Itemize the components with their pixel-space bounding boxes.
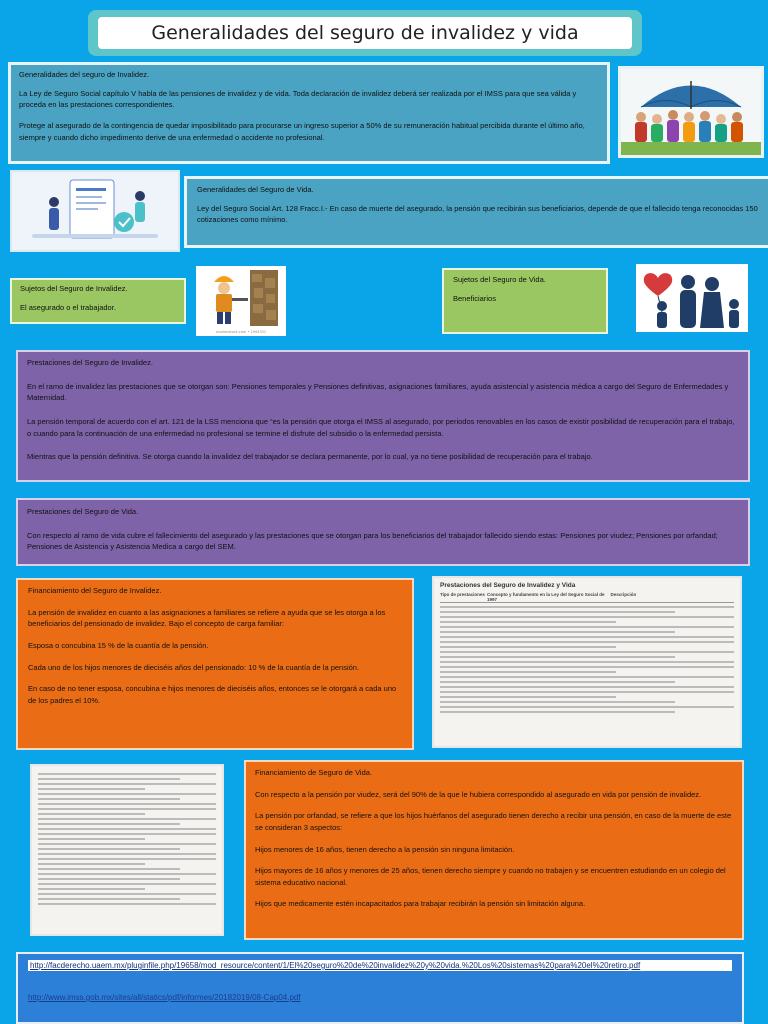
financiamiento-invalidez-paragraph-1: La pensión de invalidez en cuanto a las asignaciones a familiares se refiere a ayuda que se les otorga a los beneficiarios del pensionado de invalidez. Bajo el concepto de carga familiar:	[28, 607, 386, 629]
sujetos-vida-heading: Sujetos del Seguro de Vida.	[453, 275, 546, 284]
illustration-caption: shutterstock.com • 1994321	[215, 330, 267, 334]
prestaciones-table-image	[432, 576, 742, 748]
reference-link-imss[interactable]: http://www.imss.gob.mx/sites/all/statics/pdf/informes/20182019/08-Cap04.pdf	[28, 993, 301, 1002]
table-title: Prestaciones del Seguro de Invalidez y Vida	[440, 582, 576, 589]
vida-general-box	[184, 176, 768, 248]
vida-heading: Generalidades del Seguro de Vida.	[197, 185, 314, 194]
prestaciones-invalidez-heading: Prestaciones del Seguro de Invalidez.	[27, 358, 153, 367]
table-col-3: Descripción	[610, 592, 637, 597]
financiamiento-invalidez-heading: Financiamiento del Seguro de Invalidez.	[28, 586, 162, 595]
page-title: Generalidades del seguro de invalidez y vida	[151, 22, 579, 44]
financiamiento-invalidez-paragraph-4: En caso de no tener esposa, concubina e hijos menores de dieciséis años, entonces se le otorgará a cada uno de los padres el 10%.	[28, 684, 397, 705]
table-doc	[434, 578, 740, 746]
prestaciones-invalidez-paragraph-2: La pensión temporal de acuerdo con el art. 121 de la LSS menciona que “es la pensión que otorga el IMSS al asegurado, por periodos renovables en los casos de existir posibilidad de recuperación para el trabajo, o cuando para la continuación de una enfermedad no profesional se termine el disfrute del subsidio o la enfermedad persista.	[27, 416, 735, 438]
financiamiento-vida-paragraph-1: Con respecto a la pensión por viudez, será del 90% de la que le hubiera correspondido al asegurado en vida por pensión de invalidez.	[255, 789, 702, 799]
financiamiento-vida-box	[244, 760, 744, 940]
sujetos-invalidez-heading: Sujetos del Seguro de Invalidez.	[20, 284, 128, 293]
beneficios-table-image	[30, 764, 224, 936]
financiamiento-invalidez-paragraph-3: Cada uno de los hijos menores de dieciséis años del pensionado: 10 % de la cuantía de la pensión.	[28, 662, 360, 672]
reference-link-uaem[interactable]: http://facderecho.uaem.mx/pluginfile.php/19658/mod_resource/content/1/El%20seguro%20de%20invalidez%20y%20vida.%20Los%20sistemas%20para%20el%20retiro.pdf	[28, 960, 732, 971]
table-doc-2	[32, 766, 222, 934]
prestaciones-vida-paragraph-1: Con respecto al ramo de vida cubre el fallecimiento del asegurado y las prestaciones que se otorgan para los beneficiarios del trabajador fallecido siendo estas: Pensiones por viudez; Pensiones por orfandad; Pensiones de Asistencia y Asistencia Medica a cargo del SEM.	[27, 530, 718, 552]
umbrella-family-image	[618, 66, 764, 158]
sujetos-invalidez-box	[10, 278, 186, 324]
financiamiento-vida-paragraph-5: Hijos que medicamente estén incapacitados para trabajar recibirán la pensión sin limitación alguna.	[255, 899, 586, 909]
title-inner	[98, 17, 632, 49]
sujetos-invalidez-text: El asegurado o el trabajador.	[20, 302, 116, 312]
prestaciones-vida-heading: Prestaciones del Seguro de Vida.	[27, 507, 139, 516]
table-col-1: Tipo de prestaciones	[440, 592, 485, 597]
financiamiento-vida-paragraph-2: La pensión por orfandad, se refiere a que los hijos huérfanos del asegurado tienen derecho a recibir una pensión, en caso de la muerte de este se consideran 3 aspectos:	[255, 811, 732, 832]
prestaciones-vida-box	[16, 498, 750, 566]
invalidez-paragraph-2: Protege al asegurado de la contingencia de quedar imposibilitado para procurarse un ingreso superior a 50% de su remuneración habitual percibida durante el último año, siempre y cuando dicho impedimento derive de una enfermedad o accidente no profesional.	[19, 120, 585, 142]
financiamiento-invalidez-paragraph-2: Esposa o concubina 15 % de la cuantía de la pensión.	[28, 640, 209, 650]
sujetos-vida-box	[442, 268, 608, 334]
family-illustration	[636, 264, 748, 332]
financiamiento-vida-paragraph-4: Hijos mayores de 16 años y menores de 25 años, tienen derecho siempre y cuando no trabajen y se encuentren estudiando en un colegio del sistema educativo nacional.	[255, 866, 726, 887]
title-banner	[88, 10, 642, 56]
worker-illustration	[196, 266, 286, 336]
invalidez-paragraph-1: La Ley de Seguro Social capítulo V habla de las pensiones de invalidez y de vida. Toda declaración de invalidez deberá ser realizada por el IMSS para que sea válida y proceda en las prestaciones correspondientes.	[19, 88, 577, 110]
financiamiento-vida-heading: Financiamiento de Seguro de Vida.	[255, 768, 373, 777]
prestaciones-invalidez-paragraph-1: En el ramo de invalidez las prestaciones que se otorgan son: Pensiones temporales y Pensiones definitivas, asignaciones familiares, ayuda asistencial y asistencia médica a cargo del Seguro de Enfermedades y Maternidad.	[27, 381, 729, 403]
sujetos-vida-text: Beneficiarios	[453, 293, 496, 303]
prestaciones-invalidez-box	[16, 350, 750, 482]
table-col-2: Concepto y fundamento en la Ley del Seguro Social de 1997	[487, 592, 605, 602]
financiamiento-invalidez-box	[16, 578, 414, 750]
invalidez-heading: Generalidades del seguro de Invalidez.	[19, 70, 150, 79]
references-box	[16, 952, 744, 1024]
prestaciones-invalidez-paragraph-3: Mientras que la pensión definitiva. Se otorga cuando la invalidez del trabajador se declara permanente, por lo cual, ya no tiene posibilidad de recuperación para el trabajo.	[27, 452, 593, 462]
document-illustration	[10, 170, 180, 252]
invalidez-general-box	[8, 62, 610, 164]
financiamiento-vida-paragraph-3: Hijos menores de 16 años, tienen derecho a la pensión sin ninguna limitación.	[255, 844, 515, 854]
vida-paragraph-1: Ley del Seguro Social Art. 128 Fracc.I.- En caso de muerte del asegurado, la pensión que recibirán sus beneficiarios, depende de que el fallecido tenga reconocidas 150 cotizaciones como mínimo.	[197, 203, 758, 225]
